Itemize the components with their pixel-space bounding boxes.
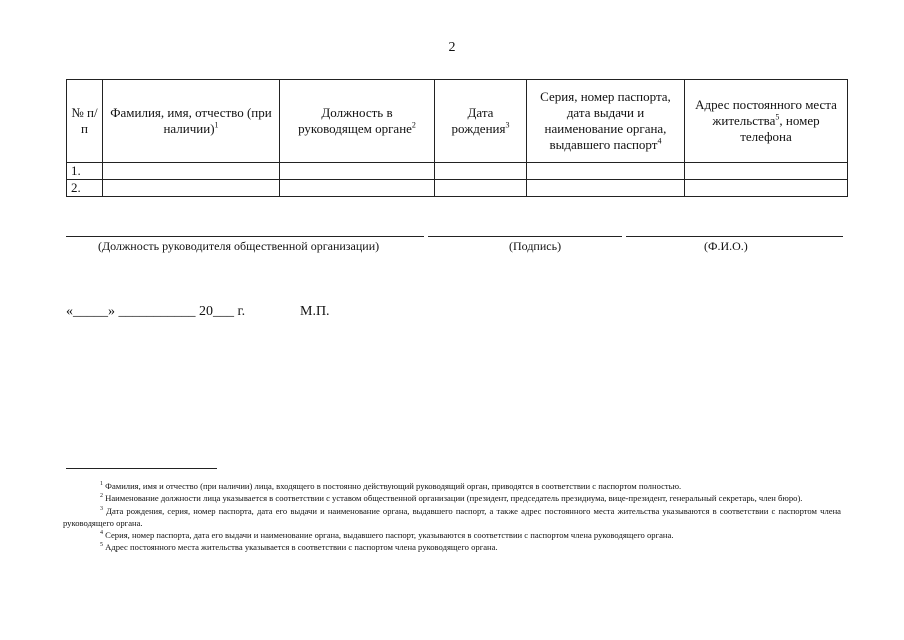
cell-position[interactable] — [280, 163, 435, 180]
footnote-item: $^4$ Серия, номер паспорта, дата его выдачи и наименование органа, выдавшего паспорт, указываются в соответствии с паспортом члена руководящего органа. — [100, 530, 674, 541]
signature-caption: (Подпись) — [509, 239, 562, 253]
header-position: Должность в руководящем органе$^2$ — [280, 80, 435, 163]
position-caption: (Должность руководителя общественной организации) — [98, 239, 380, 253]
header-address: Адрес постоянного места жительства$^5$, номер телефона — [685, 80, 848, 163]
cell-birth-date[interactable] — [435, 180, 527, 197]
cell-passport[interactable] — [527, 163, 685, 180]
footnote-item: $^1$ Фамилия, имя и отчество (при наличии) лица, входящего в постоянно действующий руководящий орган, приводятся в соответствии с паспортом полностью. — [100, 481, 682, 491]
members-table — [66, 79, 848, 197]
stamp-label: М.П. — [300, 304, 330, 319]
footnote-item: $^2$ Наименование должности лица указывается в соответствии с уставом общественной организации (президент, председатель президиума, вице-президент, генеральный секретарь, член бюро). — [100, 493, 803, 504]
header-passport: Серия, номер паспорта, дата выдачи и наименование органа, выдавшего паспорт$^4$ — [527, 80, 685, 163]
cell-full-name[interactable] — [103, 163, 280, 180]
header-birth-date: Дата рождения$^3$ — [435, 80, 527, 163]
table-row — [67, 163, 848, 180]
position-signature-line[interactable] — [66, 236, 424, 237]
cell-address[interactable] — [685, 163, 848, 180]
cell-passport[interactable] — [527, 180, 685, 197]
row-number: 1. — [67, 163, 103, 180]
table-row — [67, 180, 848, 197]
row-number: 2. — [67, 180, 103, 197]
cell-full-name[interactable] — [103, 180, 280, 197]
footnote-item: $^5$ Адрес постоянного места жительства указывается в соответствии с паспортом члена руководящего органа. — [100, 542, 498, 553]
name-caption: (Ф.И.О.) — [704, 239, 748, 253]
date-line[interactable]: «_____» ___________ 20___ г. — [66, 304, 246, 319]
header-number: № п/п — [67, 80, 103, 163]
table-header-row — [67, 80, 848, 163]
footnotes — [63, 480, 841, 554]
name-signature-line[interactable] — [626, 236, 843, 237]
signature-line[interactable] — [428, 236, 622, 237]
header-full-name: Фамилия, имя, отчество (при наличии)$^1$ — [103, 80, 280, 163]
footnote-divider — [66, 468, 217, 469]
cell-address[interactable] — [685, 180, 848, 197]
cell-birth-date[interactable] — [435, 163, 527, 180]
cell-position[interactable] — [280, 180, 435, 197]
page-number: 2 — [448, 40, 456, 55]
footnote-item: $^3$ Дата рождения, серия, номер паспорта, дата его выдачи и наименование органа, выдавшего паспорт, а также адрес постоянного места жительства указываются в соответствии с паспортом члена руководящего органа. — [63, 505, 841, 528]
